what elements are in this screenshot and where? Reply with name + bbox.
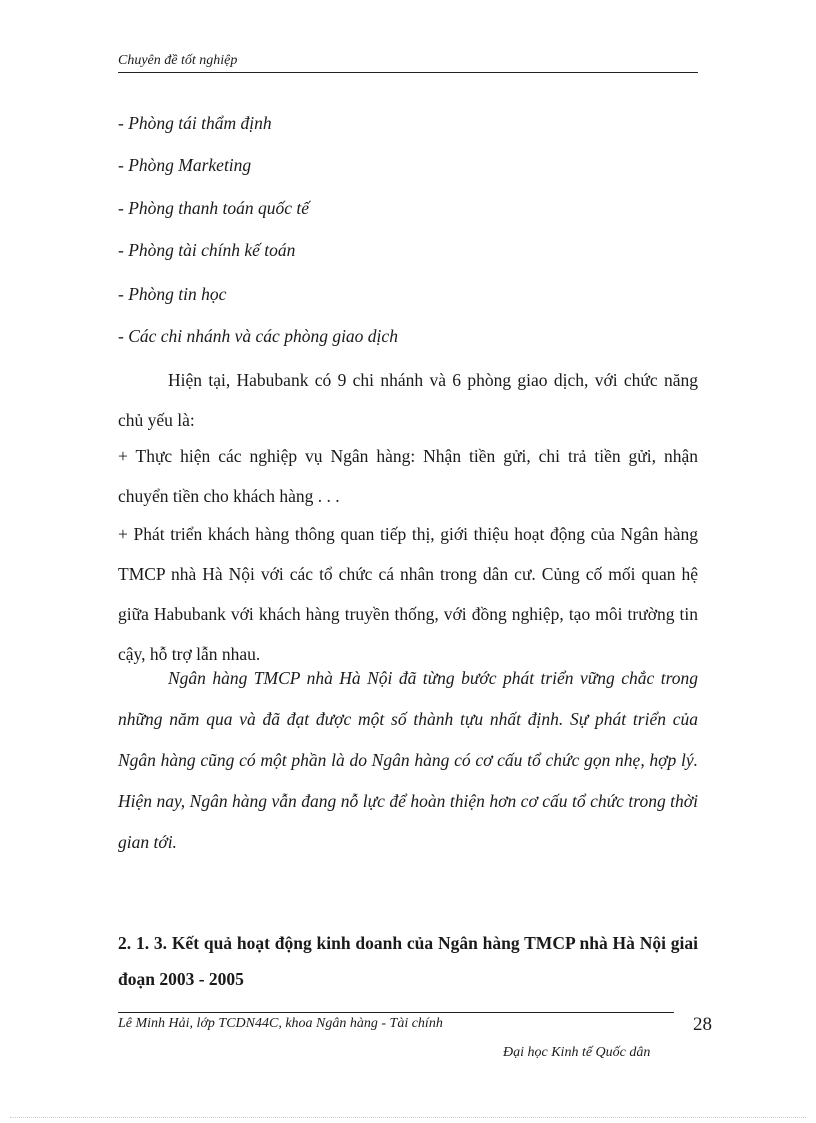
footer-university: Đại học Kinh tế Quốc dân xyxy=(503,1045,651,1060)
list-item: - Phòng tin học xyxy=(118,284,227,304)
footer-divider xyxy=(118,1012,674,1013)
duty-paragraph-1: + Thực hiện các nghiệp vụ Ngân hàng: Nhận tiền gửi, chi trả tiền gửi, nhận chuyển tiền cho khách hàng . . . xyxy=(118,446,698,506)
page-number: 28 xyxy=(693,1014,712,1035)
page-bottom-border xyxy=(10,1117,806,1118)
list-item: - Phòng thanh toán quốc tế xyxy=(118,198,310,218)
summary-paragraph: Ngân hàng TMCP nhà Hà Nội đã từng bước phát triển vững chắc trong những năm qua và đã đạt được một số thành tựu nhất định. Sự phát triển của Ngân hàng cũng có một phần là do Ngân hàng có cơ cấu tổ chức gọn nhẹ, hợp lý. Hiện nay, Ngân hàng vẫn đang nỗ lực để hoàn thiện hơn cơ cấu tổ chức trong thời gian tới. xyxy=(118,668,698,852)
list-item: - Phòng tài chính kế toán xyxy=(118,240,296,260)
intro-paragraph: Hiện tại, Habubank có 9 chi nhánh và 6 phòng giao dịch, với chức năng chủ yếu là: xyxy=(118,370,698,430)
duty-paragraph-2: + Phát triển khách hàng thông quan tiếp thị, giới thiệu hoạt động của Ngân hàng TMCP nhà Hà Nội với các tổ chức cá nhân trong dân cư. Củng cố mối quan hệ giữa Habubank với khách hàng truyền thống, với đồng nghiệp, tạo môi trường tin cậy, hỗ trợ lẫn nhau. xyxy=(118,524,698,664)
list-item: - Các chi nhánh và các phòng giao dịch xyxy=(118,326,398,346)
page-header-title: Chuyên đề tốt nghiệp xyxy=(118,53,238,68)
header-divider xyxy=(118,72,698,73)
footer-author: Lê Minh Hải, lớp TCDN44C, khoa Ngân hàng - Tài chính xyxy=(118,1016,443,1031)
section-heading: 2. 1. 3. Kết quả hoạt động kinh doanh của Ngân hàng TMCP nhà Hà Nội giai đoạn 2003 - 2005 xyxy=(118,933,698,989)
list-item: - Phòng Marketing xyxy=(118,155,252,175)
list-item: - Phòng tái thẩm định xyxy=(118,113,272,133)
